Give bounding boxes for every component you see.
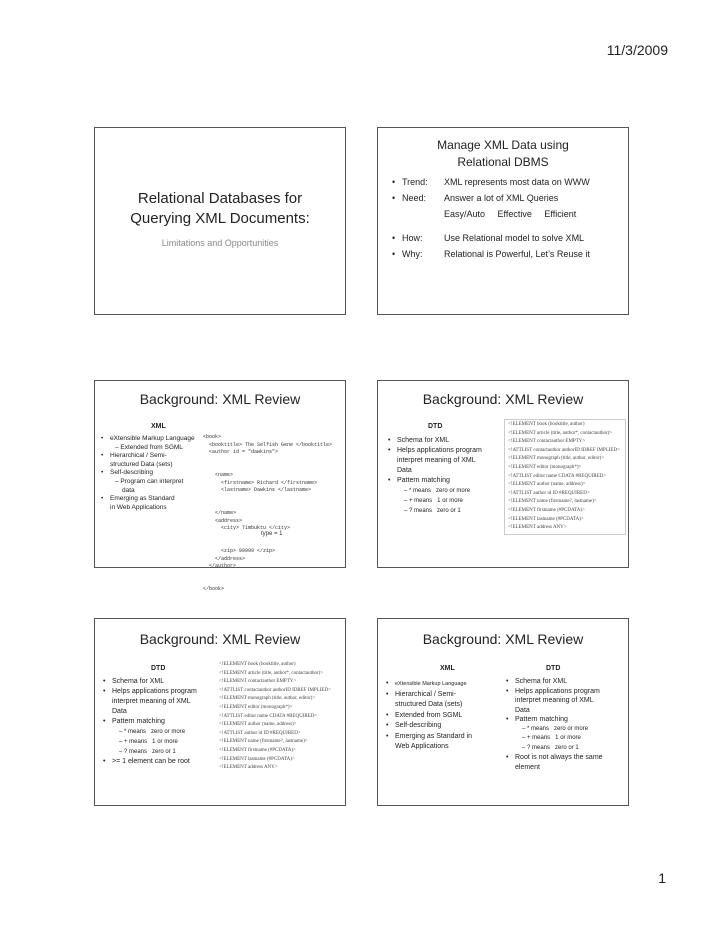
row-text: Answer a lot of XML Queries	[444, 193, 559, 203]
slide-title-line2: Relational DBMS	[457, 155, 549, 169]
column-heading-xml: XML	[440, 665, 455, 672]
page-number: 1	[658, 870, 666, 886]
column-heading: DTD	[151, 665, 166, 672]
bullet-list: • eXtensible Markup Language – Extended from SGML • Hierarchical / Semi- structured Data (sets) • Self-describing – Program can interpret data • Emerging as Standard in Web Applications	[101, 435, 195, 511]
slide-body	[392, 174, 590, 262]
slide-6	[377, 618, 629, 806]
slide-1	[94, 127, 346, 315]
row-text: Relational is Powerful, Let’s Reuse it	[444, 249, 590, 259]
bullet-list: • Schema for XML • Helps applications program interpret meaning of XML Data • Pattern matching – * means zero or more – + means 1 or more – ? means zero or 1	[388, 437, 482, 514]
bullet-row: • How: Use Relational model to solve XML	[392, 230, 590, 246]
row-label: Trend:	[402, 177, 428, 187]
slide-title-line1: Relational Databases for	[137, 190, 303, 207]
slide-title: Background: XML Review	[422, 391, 584, 407]
xml-bullet-list: • eXtensible Markup Language • Hierarchical / Semi- structured Data (sets) • Extended from SGML • Self-describing • Emerging as Standard in Web Applications	[386, 680, 473, 750]
slide-title: Background: XML Review	[139, 631, 301, 647]
row-label: Need:	[402, 193, 427, 203]
dtd-code: <!ELEMENT book (booktitle, author) <!ELEMENT article (title, author*, contactauthor)> <!ELEMENT contactauthor EMPTY> <!ATTLIST contactauthor authorID IDREF IMPLIED> <!ELEMENT monograph (title, author, editor)> <!ELEMENT editor (monograph*)> <!ATTLIST editor name CDATA #REQUIRED> <!ELEMENT author (name, address)> <!ATTLIST author id ID #REQUIRED> <!ELEMENT name (firstname?, lastname)> <!ELEMENT firstname (#PCDATA)> <!ELEMENT lastname (#PCDATA)> <!ELEMENT address ANY>	[219, 662, 331, 771]
row-text: XML represents most data on WWW	[444, 177, 590, 187]
bullet-list: • Schema for XML • Helps applications program interpret meaning of XML Data • Pattern matching – * means zero or more – + means 1 or more – ? means zero or 1 • >= 1 element can be root	[103, 678, 197, 765]
slide-4	[377, 380, 629, 568]
slide-title-line1: Manage XML Data using	[437, 138, 569, 152]
bullet-row: • Why: Relational is Powerful, Let’s Reuse it	[392, 246, 590, 262]
slide-subtitle: Limitations and Opportunities	[161, 238, 279, 248]
xml-sample: <book> <booktitle> The Selfish Gene </booktitle> <author id = "dawkins"> <name> <firstname> Richard </firstname> <lastname> Dawkins </lastname> </name> <address> <city> Timbuktu </city> <zip> 99999 </zip> </address> </author> </book>	[203, 434, 333, 593]
row-text: Use Relational model to solve XML	[444, 233, 585, 243]
row-text: Easy/Auto Effective Efficient	[444, 209, 577, 219]
dtd-code: <!ELEMENT book (booktitle, author) <!ELEMENT article (title, author*, contactauthor)> <!ELEMENT contactauthor EMPTY> <!ATTLIST contactauthor authorID IDREF IMPLIED> <!ELEMENT monograph (title, author, editor)> <!ELEMENT editor (monograph*)> <!ATTLIST editor name CDATA #REQUIRED> <!ELEMENT author (name, address)> <!ATTLIST author id ID #REQUIRED> <!ELEMENT name (firstname?, lastname)> <!ELEMENT firstname (#PCDATA)> <!ELEMENT lastname (#PCDATA)> <!ELEMENT address ANY>	[504, 419, 626, 535]
caption: type = 1	[261, 531, 283, 537]
header-date: 11/3/2009	[606, 42, 668, 58]
column-heading: DTD	[428, 423, 443, 430]
row-label: How:	[402, 233, 423, 243]
column-heading-dtd: DTD	[546, 665, 561, 672]
row-label: Why:	[402, 249, 423, 259]
slide-2	[377, 127, 629, 315]
slide-title: Background: XML Review	[139, 391, 301, 407]
bullet-row	[392, 206, 590, 222]
slide-5	[94, 618, 346, 806]
slide-title: Background: XML Review	[422, 631, 584, 647]
dtd-bullet-list: • Schema for XML • Helps applications program interpret meaning of XML Data • Pattern matching – * means zero or more – + means 1 or more – ? means zero or 1 • Root is not always the same element	[506, 678, 603, 771]
bullet-row: • Need: Answer a lot of XML Queries	[392, 190, 590, 206]
slide-title-line2: Querying XML Documents:	[130, 210, 310, 227]
column-heading: XML	[151, 423, 166, 430]
bullet-row: • Trend: XML represents most data on WWW	[392, 174, 590, 190]
slide-3	[94, 380, 346, 593]
